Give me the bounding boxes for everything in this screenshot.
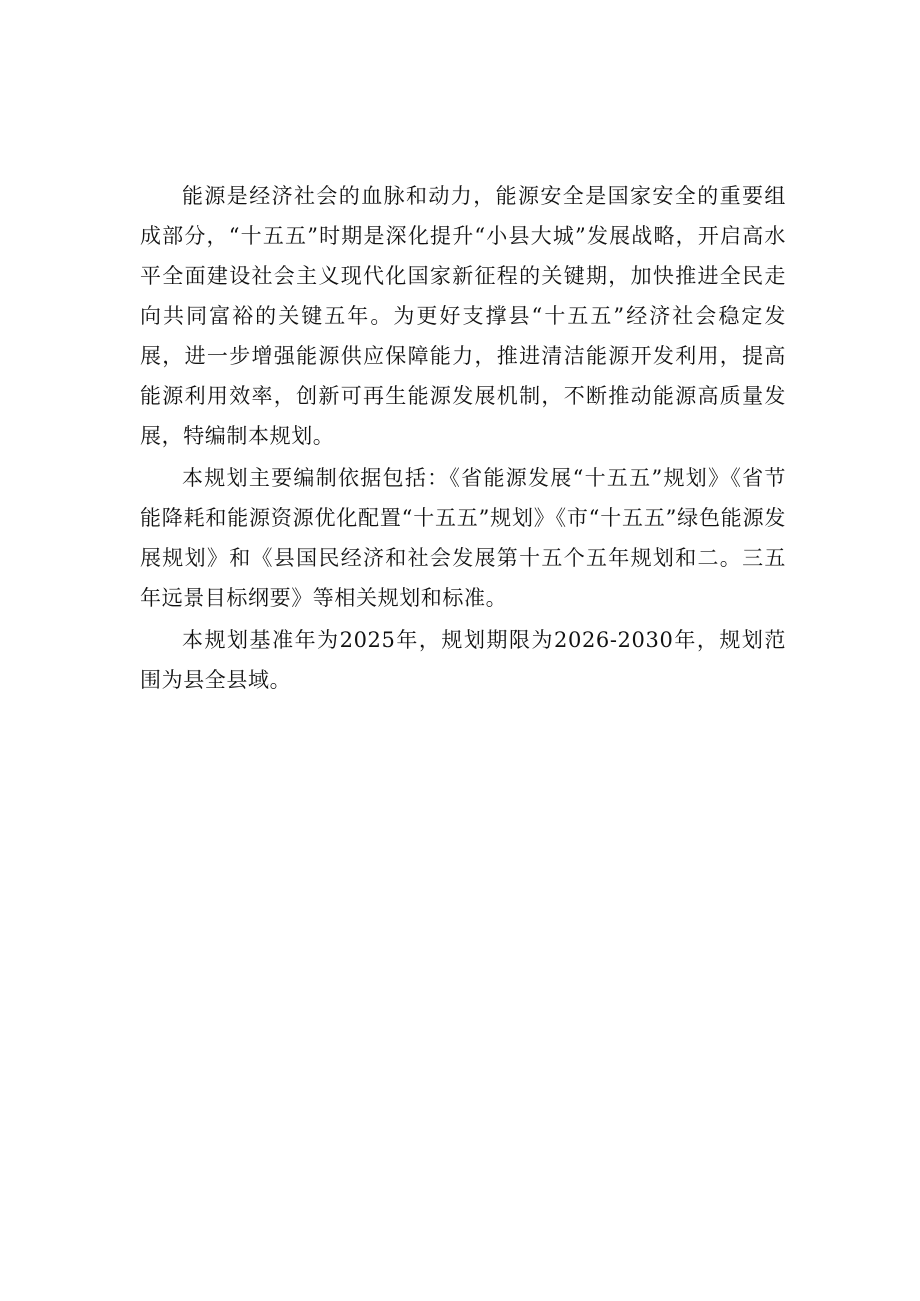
- paragraph-intro: 能源是经济社会的血脉和动力，能源安全是国家安全的重要组成部分，“十五五”时期是深化提升“小县大城”发展战略，开启高水平全面建设社会主义现代化国家新征程的关键期，加快推进全民走向共同富裕的关键五年。为更好支撑县“十五五”经济社会稳定发展，进一步增强能源供应保障能力，推进清洁能源开发利用，提高能源利用效率，创新可再生能源发展机制，不断推动能源高质量发展，特编制本规划。: [140, 184, 786, 448]
- document-body: [140, 176, 786, 700]
- paragraph-basis: 本规划主要编制依据包括：《省能源发展“十五五”规划》《省节能降耗和能源资源优化配置“十五五”规划》《市“十五五”绿色能源发展规划》和《县国民经济和社会发展第十五个五年规划和二。三五年远景目标纲要》等相关规划和标准。: [140, 466, 786, 610]
- paragraph-scope: 本规划基准年为2025年，规划期限为2026-2030年，规划范围为县全县域。: [140, 628, 786, 692]
